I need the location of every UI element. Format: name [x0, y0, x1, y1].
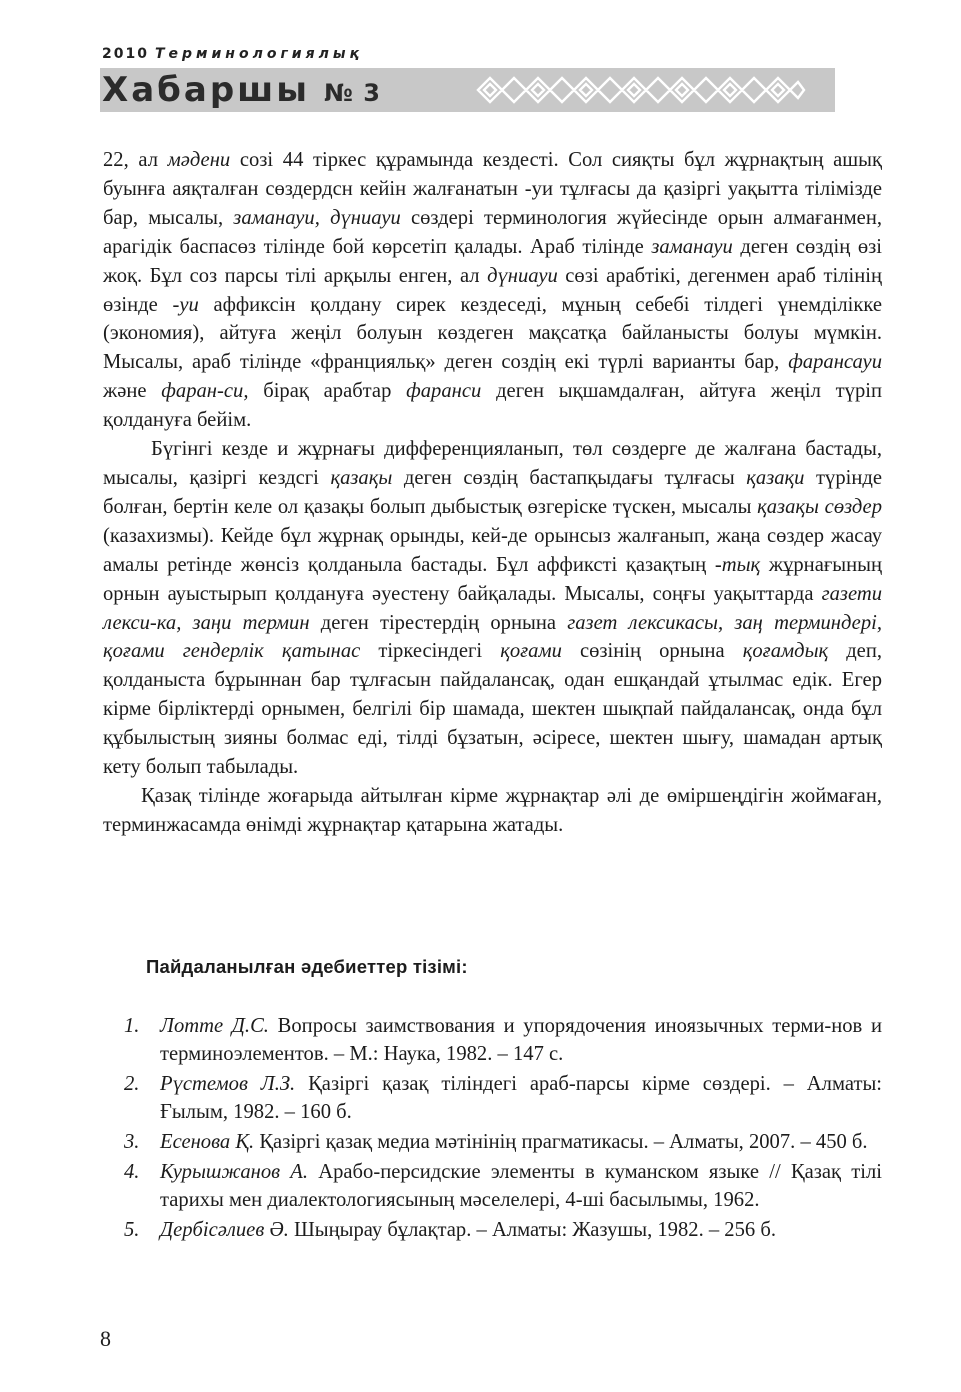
reference-text: Шыңырау бұлақтар. – Алматы: Жазушы, 1982. – 256 б.	[288, 1219, 776, 1241]
italic-term: дүниауи	[487, 264, 558, 287]
text-run: (казахизмы). Кейде бұл жұрнақ орынды, кей-де орынсыз жалғанып, жаңа сөздер жасау амалы ретінде жөнсіз қолданыла бастады. Бұл аффиксті қазақтың	[103, 524, 882, 576]
article-body	[103, 146, 882, 840]
italic-term: -уи	[172, 293, 199, 316]
reference-number: 3.	[124, 1131, 140, 1153]
journal-issue: № 3	[324, 79, 381, 107]
reference-author: Есенова Қ.	[160, 1131, 255, 1153]
paragraph-2	[103, 435, 882, 782]
text-run: деген тірестердің орнына	[309, 611, 568, 634]
italic-term: қазақы сөздер	[757, 495, 882, 518]
reference-item	[124, 1216, 882, 1244]
text-run: 22, ал	[103, 149, 168, 171]
italic-term: қоғамдық	[742, 640, 829, 663]
reference-number: 5.	[124, 1219, 140, 1241]
italic-term: қазақи	[746, 466, 805, 489]
journal-title: Хабаршы	[102, 70, 311, 110]
text-run: Бүгінгі кезде и жұрнағы дифференцияланып, төл сөздерге де жалғана бастады, мысалы, қазіргі кездсгі	[103, 438, 882, 489]
reference-text: Қазіргі қазақ тіліндегі араб-парсы кірме сөздері. – Алматы: Ғылым, 1982. – 160 б.	[160, 1073, 882, 1123]
text-run: сөздері терминология жүйесінде орын алмағанмен, арагідік баспасөз тілінде бой көрсетіп қалады. Араб тілінде	[103, 206, 882, 258]
italic-term: -тық	[714, 553, 761, 576]
italic-term: заманауи, дүниауи	[233, 206, 401, 229]
paragraph-1	[103, 146, 882, 435]
journal-header	[100, 40, 860, 120]
text-run: сөзі арабтікі, дегенмен араб тілінің өзінде	[103, 264, 882, 316]
page-number: 8	[100, 1326, 111, 1351]
text-run: созі 44 тіркес құрамында кездесті. Сол сияқты бұл жұрнақтың ашық буынға аяқталған сөздердсн кейін жалғанатын -уи тұлғасы да қазіргі уақытта тілімізде бар, мысалы,	[103, 149, 882, 229]
text-run: аффиксін қолдану сирек кездеседі, мұның себебі тілдегі үнемділікке (экономия), айтуға жеңіл болуын көздеген мақсатқа байланысты болуы мүмкін. Мысалы, араб тілінде «францияльқ» деген создің екі түрлі варианты бар,	[103, 293, 882, 374]
reference-number: 2.	[124, 1073, 140, 1095]
text-run: және	[103, 380, 162, 403]
text-run: тіркесіндегі	[360, 640, 501, 663]
text-run: түрінде болған, бертін келе ол қазақы болып дыбыстық өзгеріске түскен, мысалы	[103, 466, 882, 518]
references-title: Пайдаланылған әдебиеттер тізімі:	[146, 956, 468, 977]
ornament-icon	[476, 72, 806, 108]
paragraph-3: Қазақ тілінде жоғарыда айтылған кірме жұрнақтар әлі де өміршеңдігін жоймаған, терминжасамда өнімді жұрнақтар қатарына жатады.	[103, 784, 882, 836]
text-run: деген ықшамдалған, айтуға жеңіл түріп қолдануға бейім.	[103, 380, 882, 432]
reference-number: 4.	[124, 1161, 140, 1183]
reference-text: Вопросы заимствования и упорядочения иноязычных терми-нов и терминоэлементов. – М.: Наука, 1982. – 147 с.	[160, 1015, 882, 1065]
text-run: сөзінің орнына	[561, 640, 743, 663]
reference-text: Арабо-персидские элементы в куманском языке // Қазақ тілі тарихы мен диалектологиясының мәселелері, 4-ші басылымы, 1962.	[160, 1161, 882, 1211]
reference-author: Курышжанов А.	[160, 1161, 309, 1183]
reference-number: 1.	[124, 1015, 140, 1037]
reference-item	[124, 1070, 882, 1126]
italic-term: қоғами	[500, 640, 562, 663]
italic-term: фаран-си,	[161, 380, 249, 403]
italic-term: газети лекси-ка, заңи термин	[103, 582, 882, 634]
reference-item	[124, 1012, 882, 1068]
reference-item	[124, 1158, 882, 1214]
text-run: жұрнағының орнын ауыстырып қолдануға әуестену байқалады. Мысалы, соңғы уақыттарда	[103, 553, 883, 605]
italic-term: қазақы	[330, 466, 393, 489]
reference-item	[124, 1128, 882, 1156]
text-run: деп, қолданыста бұрыннан бар тұлғасын пайдаланcақ, одан ешқандай ұтылмас едік. Егер кірме бірліктерді орнымен, белгілі бір шамада, шектен шықпай пайдалансақ, онда бұл құбылыстың зияны болмас еді, тілді бұзатын, әсіресе, шектен шығу, шамадан артық кету болып табылады.	[103, 640, 882, 779]
text-run: бірақ арабтар	[248, 380, 407, 403]
references-list	[124, 1012, 882, 1246]
italic-term: газет лексикасы, заң терминдері, қоғами гендерлік қатынас	[103, 611, 882, 663]
italic-term: фарансауи	[788, 351, 882, 374]
reference-author: Лотте Д.С.	[160, 1015, 269, 1037]
journal-title-line	[102, 68, 381, 112]
reference-author: Дербісәлиев Ә.	[160, 1219, 289, 1241]
journal-series: Терминологиялық	[154, 46, 363, 62]
text-run: деген сөздің бастапқыдағы тұлғасы	[392, 466, 747, 489]
reference-text: Қазіргі қазақ медиа мәтінінің прагматикасы. – Алматы, 2007. – 450 б.	[254, 1131, 868, 1153]
reference-author: Рүстемов Л.З.	[160, 1073, 296, 1095]
italic-term: мәдени	[167, 149, 231, 171]
journal-year: 2010	[102, 46, 149, 62]
italic-term: фаранси	[406, 380, 482, 403]
text-run: деген сөздің өзі жоқ. Бұл соз парсы тілі арқылы енген, ал	[103, 235, 882, 287]
journal-series-line	[102, 46, 363, 62]
italic-term: заманауи	[651, 235, 733, 258]
